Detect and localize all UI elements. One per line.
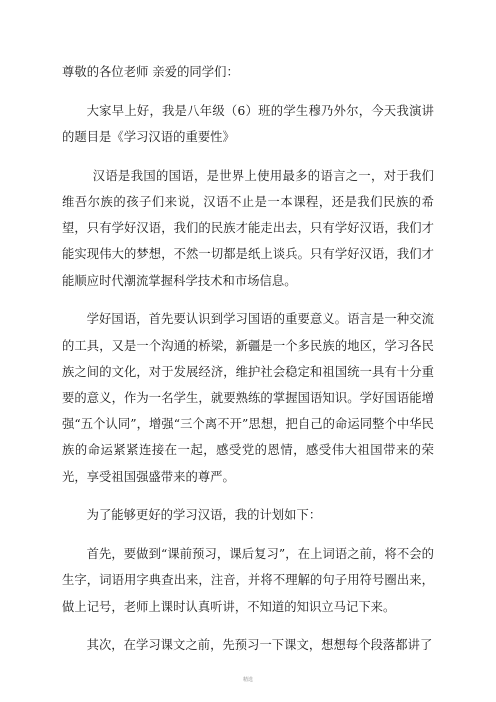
- speech-body: [62, 59, 434, 671]
- page-footer: 精选: [242, 677, 253, 683]
- paragraph-plan-first: 首先，要做到“课前预习，课后复习”，在上词语之前，将不会的生字，词语用字典查出来，注音，并将不理解的句子用符号圈出来，做上记号，老师上课时认真听讲，不知道的知识立马记下来。: [62, 547, 434, 614]
- paragraph-plan-intro: 为了能够更好的学习汉语，我的计划如下：: [86, 508, 322, 523]
- paragraph-importance: 汉语是我国的国语，是世界上使用最多的语言之一，对于我们维吾尔族的孩子们来说，汉语不止是一本课程，还是我们民族的希望，只有学好汉语，我们的民族才能走出去，只有学好汉语，我们才能实现伟大的梦想，不然一切都是纸上谈兵。只有学好汉语，我们才能顺应时代潮流掌握科学技术和市场信息。: [62, 168, 434, 288]
- paragraph-plan-second: 其次，在学习课文之前，先预习一下课文，想想每个段落都讲了: [86, 638, 433, 653]
- paragraph-significance: 学好国语，首先要认识到学习国语的重要意义。语言是一种交流的工具，又是一个沟通的桥梁，新疆是一个多民族的地区，学习各民族之间的文化，对于发展经济，维护社会稳定和祖国统一具有十分重要的意义，作为一名学生，就要熟练的掌握国语知识。学好国语能增强“五个认同”，增强“三个离不开”思想，把自己的命运同整个中华民族的命运紧紧连接在一起，感受党的恩情，感受伟大祖国带来的荣光，享受祖国强盛带来的尊严。: [62, 312, 434, 484]
- greeting-line: 尊敬的各位老师 亲爱的同学们：: [62, 65, 239, 79]
- paragraph-intro: 大家早上好，我是八年级（6）班的学生穆乃外尔，今天我演讲的题目是《学习汉语的重要性》: [62, 103, 434, 144]
